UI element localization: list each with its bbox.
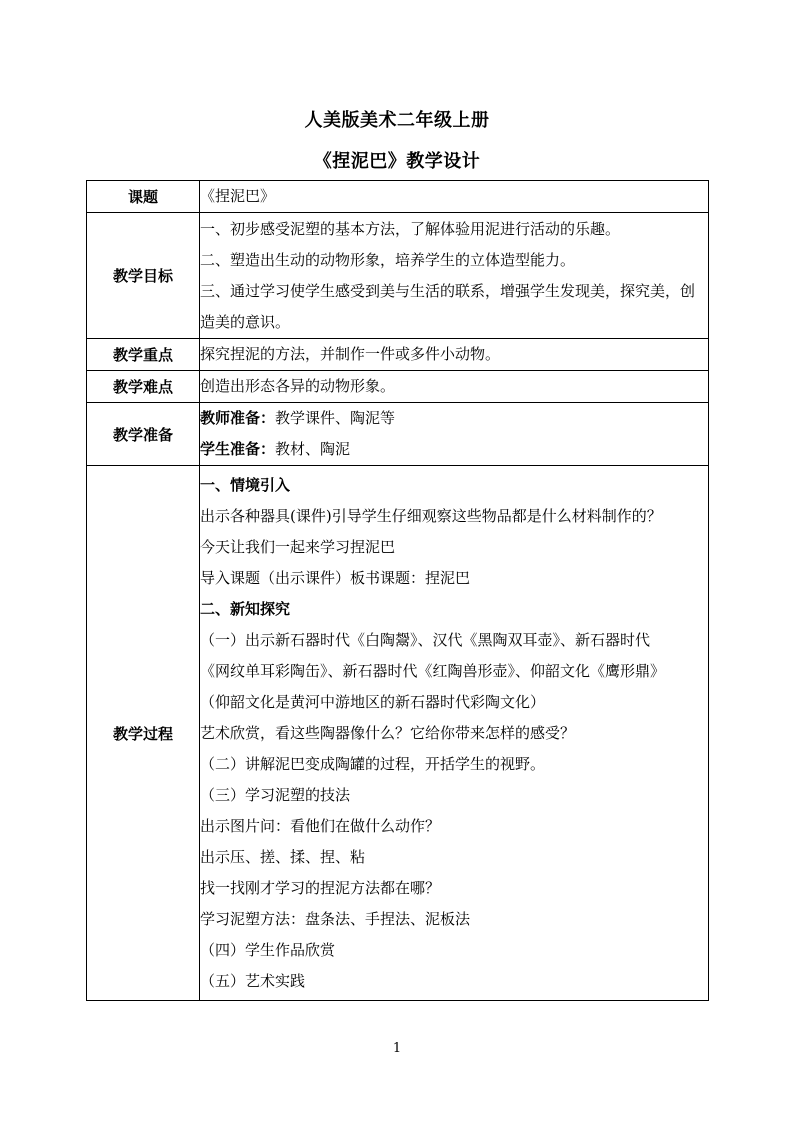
process-line: 学习泥塑方法：盘条法、手捏法、泥板法 — [200, 909, 471, 928]
topic-text: 《捏泥巴》 — [200, 187, 276, 205]
label-topic: 课题 — [87, 181, 200, 213]
table-row-topic — [87, 181, 709, 213]
objective-line: 三、通过学习使学生感受到美与生活的联系，增强学生发现美，探究美，创造美的意识。 — [200, 281, 696, 331]
teacher-preparation — [200, 403, 708, 434]
process-line: （四）学生作品欣赏 — [200, 940, 336, 959]
teacher-preparation-label: 教师准备： — [200, 409, 276, 427]
value-preparation — [200, 403, 709, 466]
process-line: （一）出示新石器时代《白陶鬶》、汉代《黑陶双耳壶》、新石器时代 — [200, 630, 651, 649]
document-title-line1: 人美版美术二年级上册 — [304, 110, 490, 131]
process-line: （二）讲解泥巴变成陶罐的过程，开括学生的视野。 — [200, 754, 546, 773]
process-line: 出示压、搓、揉、捏、粘 — [200, 847, 366, 866]
student-preparation — [200, 434, 708, 465]
value-objectives — [200, 213, 709, 339]
student-preparation-label: 学生准备： — [200, 440, 276, 458]
objective-line: 一、初步感受泥塑的基本方法，了解体验用泥进行活动的乐趣。 — [200, 219, 621, 238]
table-row-key-point — [87, 339, 709, 371]
label-difficulty: 教学难点 — [87, 371, 200, 403]
table-row-process — [87, 466, 709, 1001]
value-difficulty — [200, 371, 709, 403]
table-row-objectives — [87, 213, 709, 339]
process-line: （五）艺术实践 — [200, 971, 306, 990]
objective-line: 二、塑造出生动的动物形象，培养学生的立体造型能力。 — [200, 250, 576, 269]
process-section-heading: 一、情境引入 — [200, 475, 291, 494]
page-number: 1 — [392, 1041, 402, 1056]
process-section-heading: 二、新知探究 — [200, 599, 291, 618]
label-objectives: 教学目标 — [87, 213, 200, 339]
lesson-plan-table — [86, 180, 709, 1001]
label-process: 教学过程 — [87, 466, 200, 1001]
student-preparation-value: 教材、陶泥 — [275, 440, 351, 458]
label-preparation: 教学准备 — [87, 403, 200, 466]
process-line: 艺术欣赏，看这些陶器像什么？它给你带来怎样的感受？ — [200, 723, 576, 742]
process-line: 出示图片问：看他们在做什么动作？ — [200, 816, 441, 835]
document-title-line2: 《捏泥巴》教学设计 — [313, 151, 481, 172]
process-line: 导入课题（出示课件）板书课题：捏泥巴 — [200, 568, 471, 587]
value-key-point — [200, 339, 709, 371]
key-point-text: 探究捏泥的方法，并制作一件或多件小动物。 — [200, 345, 501, 363]
process-line: 《网纹单耳彩陶缶》、新石器时代《红陶兽形壶》、仰韶文化《鹰形鼎》 — [200, 661, 666, 680]
table-row-difficulty — [87, 371, 709, 403]
value-process — [200, 466, 709, 1001]
process-line: （三）学习泥塑的技法 — [200, 785, 351, 804]
process-line: 出示各种器具(课件)引导学生仔细观察这些物品都是什么材料制作的？ — [200, 506, 662, 525]
table-row-preparation — [87, 403, 709, 466]
label-key-point: 教学重点 — [87, 339, 200, 371]
process-line: （仰韶文化是黄河中游地区的新石器时代彩陶文化） — [200, 692, 546, 711]
teacher-preparation-value: 教学课件、陶泥等 — [275, 409, 396, 427]
process-line: 今天让我们一起来学习捏泥巴 — [200, 537, 396, 556]
value-topic — [200, 181, 709, 213]
difficulty-text: 创造出形态各异的动物形象。 — [200, 377, 396, 395]
process-line: 找一找刚才学习的捏泥方法都在哪？ — [200, 878, 441, 897]
